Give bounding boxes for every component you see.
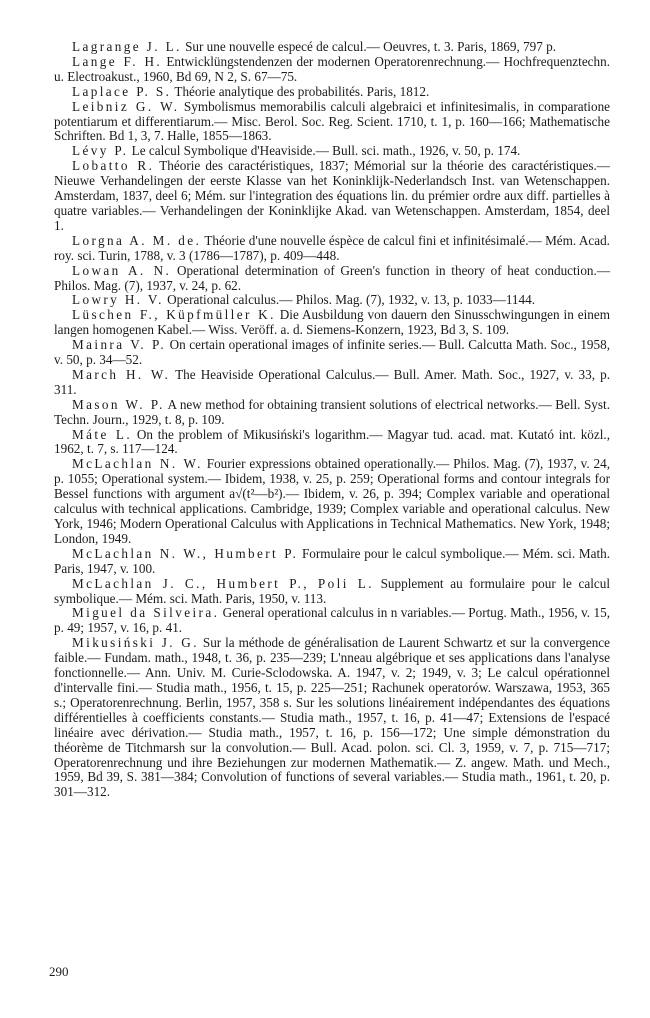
entry-text: Die Ausbildung von dauern den Sinusschwingungen in einem langen homogenen Kabel.— Wiss. Veröff. a. d. Siemens-Konzern, 1923, Bd 3, S. 109. <box>54 307 611 338</box>
bibliography-entry <box>54 368 610 398</box>
entry-text: Operational determination of Green's function in theory of heat conduction.— Philos. Mag. (7), 1937, v. 24, p. 62. <box>54 262 611 293</box>
bibliography-entry <box>54 338 610 368</box>
entry-author: Lobatto R. <box>72 158 155 174</box>
bibliography-entry <box>54 159 610 234</box>
entry-text: Théorie des caractéristiques, 1837; Mémorial sur la théorie des caractéristiques.— Nieuwe Verhandelingen der eerste Klasse van het Koninklijk-Nederlandsch Inst. van Wetenschappen. Amsterdam, 1837, deel 6; Mém. sur l'integration des équations lin. du prémier ordre aux diff. partielles à quatre variables.— Verhandelingen der Koninklijke Akad. van Wetenschappen. Amsterdam, 1854, deel 1. <box>54 158 610 233</box>
entry-text: Operational calculus.— Philos. Mag. (7), 1932, v. 13, p. 1033—1144. <box>167 292 536 308</box>
entry-author: Leibniz G. W. <box>72 98 180 114</box>
entry-author: Lagrange J. L. <box>72 39 182 54</box>
entry-text: Le calcul Symbolique d'Heaviside.— Bull. sci. math., 1926, v. 50, p. 174. <box>131 143 521 159</box>
entry-author: Lévy P. <box>72 143 129 159</box>
entry-text: A new method for obtaining transient solutions of electrical networks.— Bell. Syst. Techn. Journ., 1929, t. 8, p. 109. <box>54 396 610 427</box>
bibliography-entry <box>54 428 610 458</box>
entry-text: Théorie analytique des probabilités. Paris, 1812. <box>174 83 430 99</box>
entry-text: Fourier expressions obtained operationally.— Philos. Mag. (7), 1937, v. 24, p. 1055; Operational system.— Ibidem, 1938, v. 25, p. 259; Operational forms and contour integrals for Bessel functions with argument a√(t²—b²).— Ibidem, v. 26, p. 394; Complex variable and operational calculus with technical applications. Cambridge, 1939; Complex variable and operational calculus. New York, 1946; Modern Operational Calculus with Applications in Technical Mathematics. New York, 1948; London, 1949. <box>54 456 610 546</box>
bibliography-entry <box>54 40 610 55</box>
entry-author: McLachlan N. W., Humbert P. <box>72 545 299 561</box>
entry-author: Lorgna A. M. de. <box>72 232 202 248</box>
bibliography-entry <box>54 264 610 294</box>
bibliography-entry <box>54 85 610 100</box>
bibliography-entry <box>54 293 610 308</box>
entry-author: Máte L. <box>72 426 133 442</box>
entry-author: Mason W. P. <box>72 396 165 412</box>
bibliography-entry <box>54 234 610 264</box>
entry-text: Sur une nouvelle especé de calcul.— Oeuvres, t. 3. Paris, 1869, 797 p. <box>185 39 557 54</box>
bibliography-page <box>54 40 610 800</box>
entry-author: Mikusiński J. G. <box>72 635 199 651</box>
entry-author: Laplace P. S. <box>72 83 172 99</box>
entry-author: Lowry H. V. <box>72 292 164 308</box>
entry-author: Mainra V. P. <box>72 337 167 353</box>
entry-text: Formulaire pour le calcul symbolique.— Mém. sci. Math. Paris, 1947, v. 100. <box>54 545 611 576</box>
page-number: 290 <box>49 964 69 979</box>
entry-text: Entwicklüngstendenzen der modernen Operatorenrechnung.— Hochfrequenztechn. u. Electroakust., 1960, Bd 69, N 2, S. 67—75. <box>54 53 611 84</box>
bibliography-entry <box>54 308 610 338</box>
bibliography-entry <box>54 636 610 800</box>
bibliography-entry <box>54 457 610 546</box>
bibliography-entry <box>54 55 610 85</box>
entry-author: March H. W. <box>72 366 171 382</box>
entry-author: Lowan A. N. <box>72 262 172 278</box>
bibliography-entry <box>54 577 610 607</box>
entry-text: Symbolismus memorabilis calculi algebraici et infinitesimalis, in comparatione potentiarum et differentiarum.— Misc. Berol. Soc. Reg. Scient. 1710, t. 1, p. 160—166; Mathematische Schriften. Bd 1, 3, 7. Halle, 1855—1863. <box>54 98 611 144</box>
entry-text: Sur la méthode de généralisation de Laurent Schwartz et sur la convergence faible.— Fundam. math., 1948, t. 36, p. 235—239; L'nneau algébrique et ses applications dans l'analyse fonctionnelle.— Ann. Univ. M. Curie-Sclodowska. A. 1947, v. 2; 1949, v. 3; Le calcul opérationnel d'intervalle fini.— Studia math., 1956, t. 15, p. 225—251; Rachunek operatorów. Warszawa, 1953, 365 s.; Operatorenrechnung. Berlin, 1957, 358 s. Sur les solutions linéairement indépendantes des équations différentielles à coefficients constants.— Studia math., 1957, t. 16, p. 41—47; Extensions de l'espacé linéaire avec dérivation.— Studia math., 1957, t. 16, p. 156—172; Une simple démonstration du théorème de Titchmarsh sur la convolution.— Bull. Acad. polon. sci. Cl. 3, 1959, v. 7, p. 715—717; Operatorenrechnung und ihre Beziehungen zur modernen Mathematik.— Z. angew. Math. und Mech., 1959, Bd 39, S. 381—384; Convolution of functions of several variables.— Studia math., 1961, t. 20, p. 301—312. <box>54 635 611 800</box>
entry-author: McLachlan N. W. <box>72 456 203 472</box>
bibliography-entry <box>54 144 610 159</box>
entry-author: McLachlan J. C., Humbert P., Poli L. <box>72 575 374 591</box>
entry-text: The Heaviside Operational Calculus.— Bull. Amer. Math. Soc., 1927, v. 33, p. 311. <box>54 366 611 397</box>
entry-author: Lüschen F., Küpfmüller K. <box>72 307 276 323</box>
bibliography-entry <box>54 398 610 428</box>
entry-text: Supplement au formulaire pour le calcul symbolique.— Mém. sci. Math. Paris, 1950, v. 113. <box>54 575 610 606</box>
bibliography-entry <box>54 547 610 577</box>
entry-text: Théorie d'une nouvelle éspèce de calcul fini et infinitésimalé.— Mém. Acad. roy. sci. Turin, 1788, v. 3 (1786—1787), p. 409—448. <box>54 232 610 263</box>
bibliography-entry <box>54 100 610 145</box>
bibliography-entry <box>54 606 610 636</box>
entry-text: On the problem of Mikusiński's logarithm.— Magyar tud. acad. mat. Kutató int. közl., 1962, t. 7, s. 117—124. <box>54 426 610 457</box>
entry-author: Lange F. H. <box>72 53 163 69</box>
entry-text: On certain operational images of infinite series.— Bull. Calcutta Math. Soc., 1958, v. 50, p. 34—52. <box>54 337 611 368</box>
entry-author: Miguel da Silveira. <box>72 605 220 621</box>
entry-text: General operational calculus in n variables.— Portug. Math., 1956, v. 15, p. 49; 1957, v. 16, p. 41. <box>54 605 610 636</box>
